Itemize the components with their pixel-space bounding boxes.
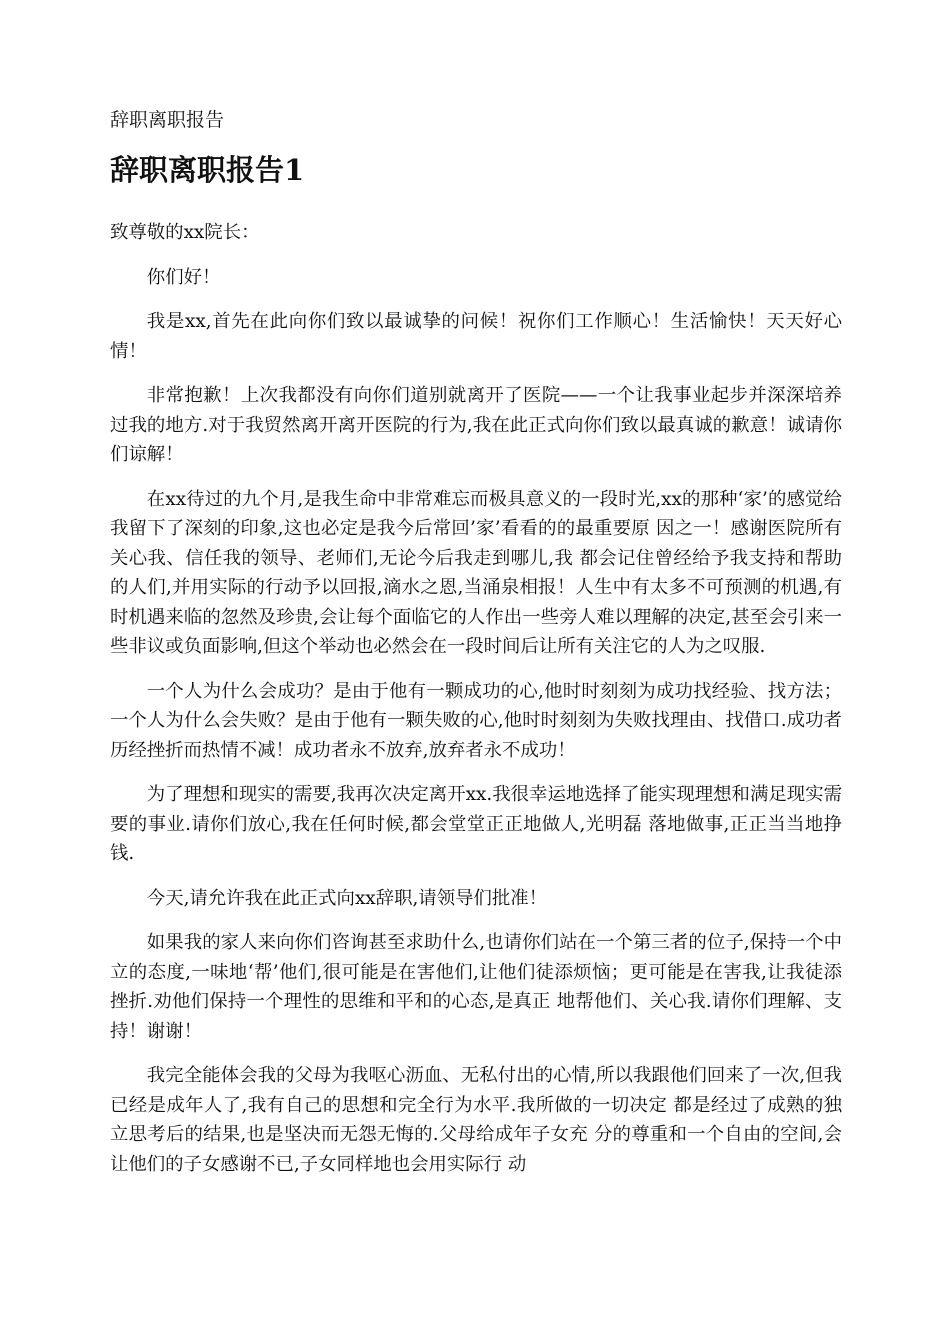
paragraph-8: 我完全能体会我的父母为我呕心沥血、无私付出的心情,所以我跟他们回来了一次,但我已经是成年人了,我有自己的思想和完全行为水平.我所做的一切决定 都是经过了成熟的独立思考后的结果,也是坚决而无怨无悔的.父母给成年子女充 分的尊重和一个自由的空间,会让他们的子女感谢不已,子女同样地也会用实际行 动: [110, 1065, 842, 1175]
document-body: [110, 218, 842, 1194]
paragraph-6: 今天,请允许我在此正式向xx辞职,请领导们批准！: [146, 887, 548, 909]
paragraph-4: 一个人为什么会成功？是由于他有一颗成功的心,他时时刻刻为成功找经验、找方法；一个人为什么会失败？是由于他有一颗失败的心,他时时刻刻为失败找理由、找借口.成功者历经挫折而热情不减！成功者永不放弃,放弃者永不成功！: [110, 680, 842, 761]
paragraph-3: 在xx待过的九个月,是我生命中非常难忘而极具意义的一段时光,xx的那种‘家’的感觉给我留下了深刻的印象,这也必定是我今后常回’家’看看的的最重要原 因之一！感谢医院所有关心我、信任我的领导、老师们,无论今后我走到哪儿,我 都会记住曾经给予我支持和帮助的人们,并用实际的行动予以回报,滴水之恩,当涌泉相报！人生中有太多不可预测的机遇,有时机遇来临的忽然及珍贵,会让每个面临它的人作出一些旁人难以理解的决定,甚至会引来一些非议或负面影响,但这个举动也必然会在一段时间后让所有关注它的人为之叹服.: [110, 488, 842, 657]
document-header: 辞职离职报告: [110, 109, 225, 131]
paragraph-2: 非常抱歉！上次我都没有向你们道别就离开了医院——一个让我事业起步并深深培养过我的地方.对于我贸然离开离开医院的行为,我在此正式向你们致以最真诚的歉意！诚请你们谅解！: [110, 385, 842, 465]
paragraph-7: 如果我的家人来向你们咨询甚至求助什么,也请你们站在一个第三者的位子,保持一个中立的态度,一味地‘帮’他们,很可能是在害他们,让他们徒添烦恼；更可能是在害我,让我徒添挫折.劝他们保持一个理性的思维和平和的心态,是真正 地帮他们、关心我.请你们理解、支持！谢谢！: [110, 932, 842, 1042]
document-title: 辞职离职报告1: [110, 153, 305, 187]
paragraph-5: 为了理想和现实的需要,我再次决定离开xx.我很幸运地选择了能实现理想和满足现实需要的事业.请你们放心,我在任何时候,都会堂堂正正地做人,光明磊 落地做事,正正当当地挣钱.: [110, 784, 842, 864]
greeting: 你们好！: [146, 266, 221, 288]
salutation: 致尊敬的xx院长：: [110, 222, 260, 243]
paragraph-1: 我是xx,首先在此向你们致以最诚挚的问候！祝你们工作顺心！生活愉快！天天好心情！: [110, 311, 842, 362]
